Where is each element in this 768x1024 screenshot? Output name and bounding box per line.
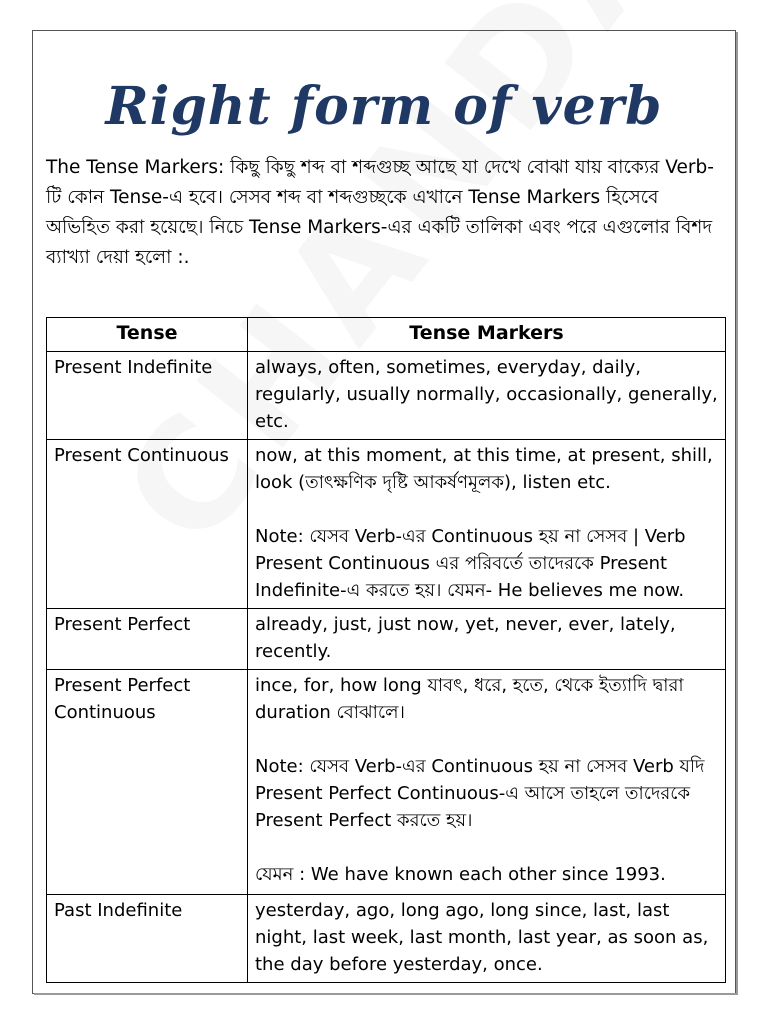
tense-markers-table [46,317,726,983]
tense-cell: Past Indefinite [47,895,248,983]
markers-text: now, at this moment, at this time, at present, shill, look (তাৎক্ষণিক দৃষ্টি আকর্ষণমূলক), listen etc. [255,445,713,493]
page-border-shadow-right [736,32,738,995]
note-text: Note: যেসব Verb-এর Continuous হয় না সেসব | Verb Present Continuous এর পরিবর্তে তাদেরকে Present Indefinite-এ করতে হয়। যেমন- He believes me now. [255,526,686,601]
tense-cell: Present Indefinite [47,352,248,440]
table-row [47,440,726,609]
table-row [47,352,726,440]
page-border-shadow-bottom [34,993,738,995]
header-tense-markers: Tense Markers [248,318,726,352]
markers-cell: yesterday, ago, long ago, long since, last, last night, last week, last month, last year, as soon as, the day before yesterday, once. [248,895,726,983]
table-row [47,895,726,983]
table-row [47,609,726,670]
note-text: Note: যেসব Verb-এর Continuous হয় না সেসব Verb যদি Present Perfect Continuous-এ আসে তাহলে তাদেরকে Present Perfect করতে হয়। [255,756,705,831]
table-header-row [47,318,726,352]
table-row [47,670,726,895]
example-text: যেমন : We have known each other since 1993. [255,864,666,885]
markers-cell: always, often, sometimes, everyday, daily, regularly, usually normally, occasionally, generally, etc. [248,352,726,440]
tense-cell: Present Perfect [47,609,248,670]
intro-paragraph: The Tense Markers: কিছু কিছু শব্দ বা শব্দগুচ্ছ আছে যা দেখে বোঝা যায় বাক্যের Verb-টি কোন Tense-এ হবে। সেসব শব্দ বা শব্দগুচ্ছকে এখানে Tense Markers হিসেবে অভিহিত করা হয়েছে। নিচে Tense Markers-এর একটি তালিকা এবং পরে এগুলোর বিশদ ব্যাখ্যা দেয়া হলো :. [46,157,714,268]
markers-cell: already, just, just now, yet, never, ever, lately, recently. [248,609,726,670]
tense-cell: Present Continuous [47,440,248,609]
markers-cell [248,440,726,609]
header-tense: Tense [47,318,248,352]
markers-cell [248,670,726,895]
page-title: Right form of verb [105,76,663,137]
markers-text: ince, for, how long যাবৎ, ধরে, হতে, থেকে ইত্যাদি দ্বারা duration বোঝালে। [255,675,684,723]
tense-cell: Present Perfect Continuous [47,670,248,895]
